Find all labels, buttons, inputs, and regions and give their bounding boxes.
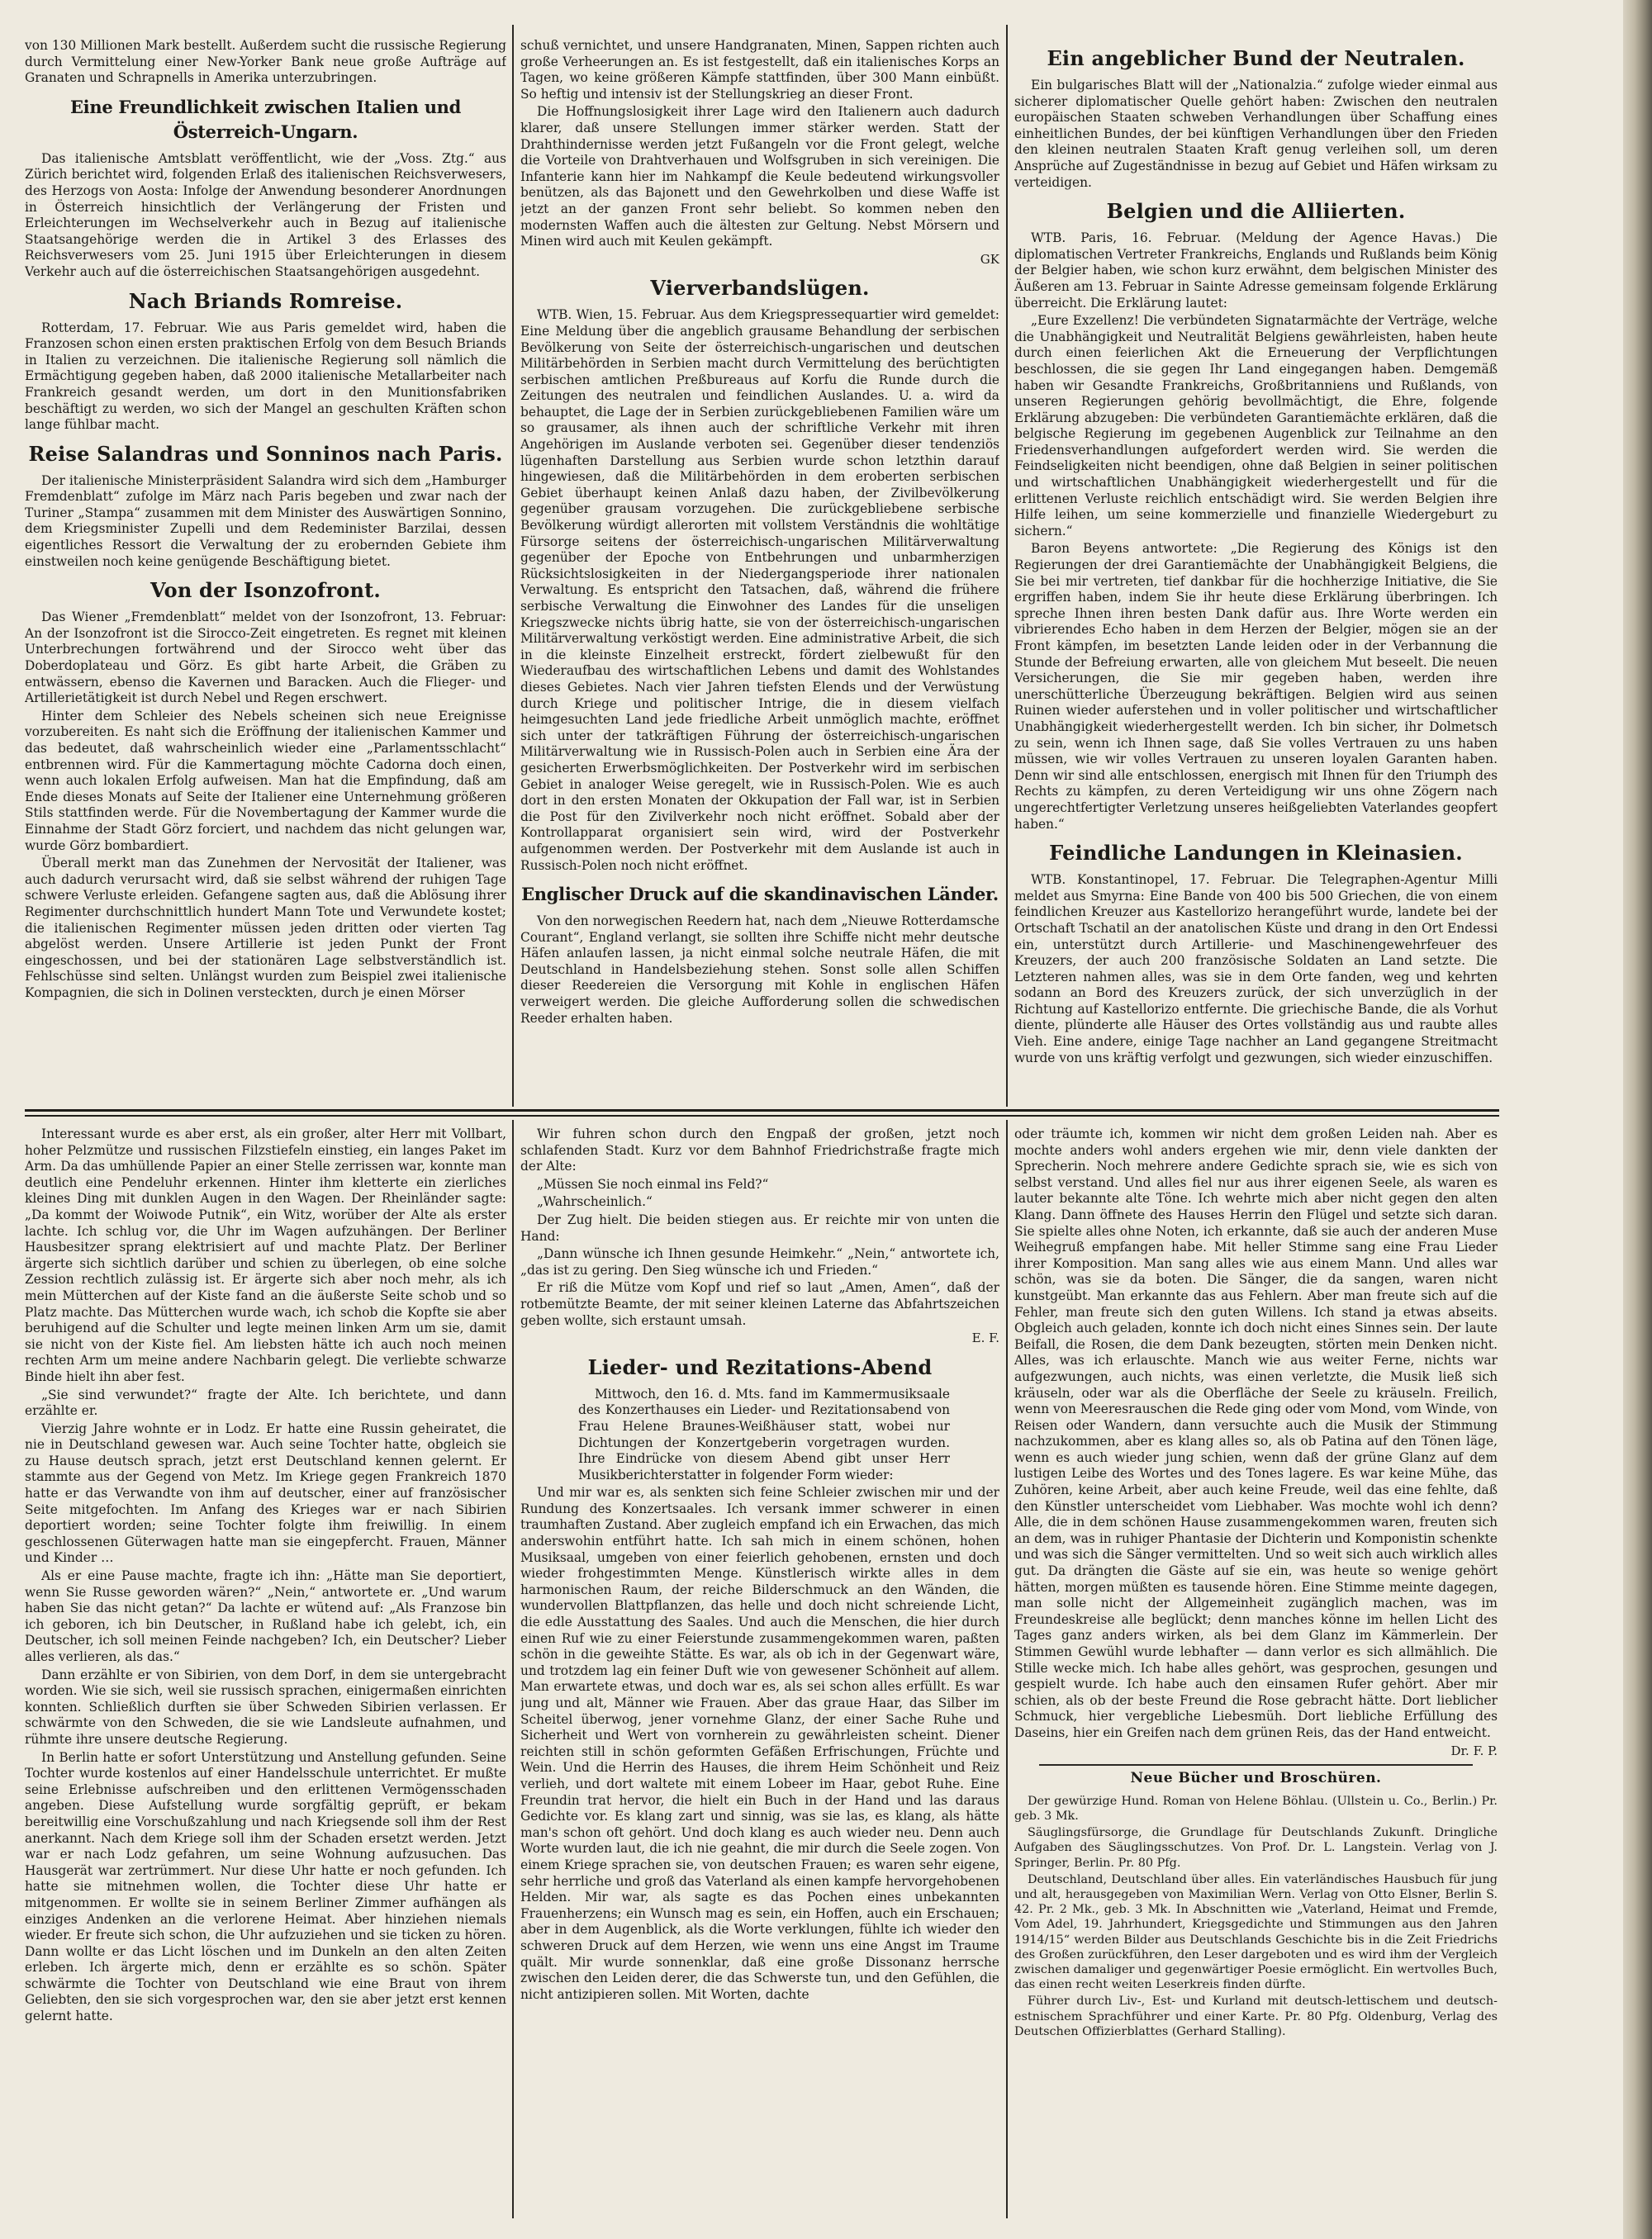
article-paragraph: Hinter dem Schleier des Nebels scheinen sich neue Ereignisse vorzubereiten. Es naht sich die Eröffnung der italienischen Kammer und das bedeutet, daß wahrscheinlich wieder eine „Parlamentsschlacht“ entbrennen wird. Für die Kammertagung möchte Cadorna doch einen, wenn auch lokalen Erfolg aufweisen. Man hat die Empfindung, daß am Ende dieses Monats auf Seite der Italiener eine Unternehmung größeren Stils stattfinden werde. Für die Novembertagung der Kammer wurde die Einnahme der Stadt Görz forciert, und nachdem das nicht gelungen war, wurde Görz bombardiert.	[25, 708, 506, 853]
feuilleton-paragraph: Vierzig Jahre wohnte er in Lodz. Er hatte eine Russin geheiratet, die nie in Deutschland gewesen war. Auch seine Tochter hatte, obgleich sie zu Hause deutsch sprach, jetzt erst Deutschland kennen gelernt. Er stammte aus der Gegend von Metz. Im Kriege gegen Frankreich 1870 hatte er das Verwandte von ihm auf deutscher, einer auf französischer Seite mitgefochten. Im Anfang des Krieges war er nach Sibirien deportiert worden; seine Tochter folgte ihm freiwillig. In einem geschlossenen Güterwagen hatte man sie eingepfercht. Frauen, Männer und Kinder …	[25, 1421, 506, 1566]
signature: E. F.	[971, 1331, 999, 1346]
feuilleton-column-2	[520, 1127, 999, 2217]
headline-vierverband: Vierverbandslügen.	[650, 276, 870, 301]
feuilleton-paragraph: Wir fuhren schon durch den Engpaß der großen, jetzt noch schlafenden Stadt. Kurz vor dem Bahnhof Friedrichstraße fragte mich der Alte:	[520, 1127, 999, 1174]
feuilleton-paragraph: Und mir war es, als senkten sich feine Schleier zwischen mir und der Rundung des Konzertsaales. Ich versank immer schwerer in einen traumhaften Zustand. Aber zugleich empfand ich ein Erwachen, das mich anderswohin entführt hatte. Ich sah mich in einem schönen, hohen Musiksaal, umgeben von einer feierlich gehobenen, ernsten und doch wieder frohgestimmten Menge. Künstlerisch wirkte alles in dem harmonischen Raum, der reiche Bilderschmuck an den Wänden, die wundervollen Blattpflanzen, das helle und doch nicht schreiende Licht, die edle Ausstattung des Saales. Und auch die Menschen, die hier durch einen Ruf wie zu einer Feierstunde zusammengekommen waren, paßten schön in die geweihte Stätte. Es war, als ob ich in der Gegenwart wäre, und trotzdem lag ein feiner Duft wie von gewesener Schönheit auf allem. Man erwartete etwas, und doch war es, als sei schon alles erfüllt. Es war jung und alt, Männer wie Frauen. Aber das graue Haar, das Silber im Scheitel überwog, jener vornehme Glanz, der einer Sache Ruhe und Sicherheit und Wert von vornherein zu gewährleisten scheint. Diener reichten still in schön geformten Gefäßen Erfrischungen, Früchte und Wein. Und die Herrin des Hauses, die ihrem Heim Schönheit und Reiz verlieh, und dort waltete mit einem Lobeer im Haar, gebot Ruhe. Eine Freundin trat hervor, die hielt ein Buch in der Hand und las daraus Gedichte vor. Es klang zart und sinnig, was sie las, es klang, als hätte man's schon oft gehört. Und doch klang es auch wieder neu. Denn auch Worte wurden laut, die ich nie geahnt, die mir durch die Seele zogen. Von einem Kriege sprachen sie, von deutschen Frauen; es waren sehr eigene, sehr herrliche und groß das Vaterland als einen kampfe hervorgehobenen Helden. Mir war, als sagte es das Pochen eines unbekannten Frauenherzens; ein Wunsch mag es sein, ein Hoffen, auch ein Erschauen; aber in dem Augenblick, als die Worte verklungen, fühlte ich wieder den schweren Druck auf dem Herzen, wie wenn uns eine Angst im Traume quält. Mir wurde sonnenklar, daß eine große Dissonanz herrsche zwischen den Leiden derer, die das Schwerste tun, und den Gefühlen, die nicht antizipieren sollen. Mit Worten, dachte	[520, 1485, 999, 2002]
book-entry: Führer durch Liv-, Est- und Kurland mit deutsch-lettischem und deutsch-estnischem Sprachführer und einer Karte. Pr. 80 Pfg. Oldenburg, Verlag des Deutschen Offizierblattes (Gerhard Stalling).	[1014, 1995, 1498, 2038]
book-entry: Säuglingsfürsorge, die Grundlage für Deutschlands Zukunft. Dringliche Aufgaben des Säuglingsschutzes. Von Prof. Dr. L. Langstein. Verlag von J. Springer, Berlin. Pr. 80 Pfg.	[1014, 1826, 1498, 1870]
column-rule	[1006, 25, 1008, 1107]
headline-englischer-druck: Englischer Druck auf die skandinavischen Länder.	[521, 884, 999, 905]
article-paragraph: „Eure Exzellenz! Die verbündeten Signatarmächte der Verträge, welche die Unabhängigkeit und Neutralität Belgiens gewährleisten, haben heute durch einen feierlichen Akt die Erneuerung der Verpflichtungen beschlossen, die sie gegen Ihr Land eingegangen haben. Demgemäß haben wir Gesandte Frankreichs, Großbritanniens und Rußlands, von unseren Regierungen gehörig bevollmächtigt, die Ehre, folgende Erklärung abzugeben: Die verbündeten Garantiemächte erklären, daß die belgische Regierung im gegebenen Augenblick zur Teilnahme an den Friedensverhandlungen aufgefordert werden wird. Sie werden die Feindseligkeiten nicht beendigen, ohne daß Belgien in seiner politischen und wirtschaftlichen Unabhängigkeit wiederhergestellt und für die erlittenen Verluste reichlich entschädigt wird. Sie werden Belgien ihre Hilfe leihen, um seine kommerzielle und finanzielle Wiedergeburt zu sichern.“	[1014, 313, 1498, 538]
books-section-title: Neue Bücher und Broschüren.	[1130, 1770, 1382, 1787]
article-paragraph: Die Hoffnungslosigkeit ihrer Lage wird den Italienern auch dadurch klarer, daß unsere Stellungen immer stärker werden. Statt der Drahthindernisse werden jetzt Fußangeln vor die Front gelegt, welche die Vorteile von Drahtverhauen und Wolfsgruben in sich vereinigen. Die Infanterie kann hier im Nahkampf die Keule bedeutend wirkungsvoller benützen, als das Bajonett und den Gewehrkolben und diese Waffe ist jetzt an der ganzen Front sehr beliebt. So kommen neben den modernsten Waffen auch die ältesten zur Geltung. Nebst Mörsern und Minen wird auch mit Keulen gekämpft.	[520, 104, 999, 249]
feuilleton-column-1	[25, 1127, 506, 2217]
article-paragraph: Baron Beyens antwortete: „Die Regierung des Königs ist den Regierungen der drei Garantiemächte der Unabhängigkeit Belgiens, die Sie bei mir vertreten, tief dankbar für die hochherzige Initiative, die Sie ergriffen haben, indem Sie ihr heute diese Erklärung überbringen. Ich spreche Ihnen ihren besten Dank dafür aus. Ihre Worte werden ein vibrierendes Echo haben in dem Herzen der Belgier, mögen sie an der Front kämpfen, im besetzten Lande leiden oder in der Verbannung die Stunde der Befreiung erwarten, alle von gleichem Mut beseelt. Die neuen Versicherungen, die Sie mir gegeben haben, werden ihre unerschütterliche Überzeugung bekräftigen. Belgien wird aus seinen Ruinen wieder auferstehen und in voller politischer und wirtschaftlicher Unabhängigkeit wiederhergestellt werden. Ich bin sicher, ihr Dolmetsch zu sein, wenn ich Ihnen sage, daß Sie volles Vertrauen zu uns haben müssen, wie wir volles Vertrauen zu unseren loyalen Garanten haben. Denn wir sind alle entschlossen, energisch mit Ihnen für den Triumph des Rechts zu kämpfen, zu deren Verteidigung wir uns ohne Zögern nach ungerechtfertigter Verletzung unseres heißgeliebten Vaterlandes geopfert haben.“	[1014, 541, 1498, 832]
feuilleton-paragraph: „Wahrscheinlich.“	[537, 1194, 653, 1210]
headline-liederabend: Lieder- und Rezitations-Abend	[587, 1354, 933, 1379]
book-entry: Deutschland, Deutschland über alles. Ein vaterländisches Hausbuch für jung und alt, herausgegeben von Maximilian Wern. Verlag von Otto Elsner, Berlin S. 42. Pr. 2 Mk., geb. 3 Mk. In Abschnitten wie „Vaterland, Heimat und Fremde, Vom Adel, 19. Jahrhundert, Kriegsgedichte und Stimmungen aus den Jahren 1914/15“ werden Bilder aus Deutschlands Geschichte bis in die Zeit Friedrichs des Großen zurückführen, den Leser dargeboten und es wird ihm der Vergleich zwischen damaliger und gegenwärtiger Poesie ermöglicht. Ein wertvolles Buch, das einen recht weiten Leserkreis finden dürfte.	[1014, 1872, 1498, 1992]
signature: Dr. F. P.	[1450, 1743, 1498, 1758]
article-paragraph: Von den norwegischen Reedern hat, nach dem „Nieuwe Rotterdamsche Courant“, England verlangt, sie sollten ihre Schiffe nicht mehr deutsche Häfen anlaufen lassen, ja nicht einmal solche neutrale Häfen, die mit Deutschland in Handelsbeziehung stehen. Sonst solle allen Schiffen dieser Reedereien die Versorgung mit Kohle in englischen Häfen verweigert werden. Die gleiche Aufforderung sollen die schwedischen Reeder erhalten haben.	[520, 913, 999, 1026]
feuilleton-paragraph: Er riß die Mütze vom Kopf und rief so laut „Amen, Amen“, daß der rotbemützte Beamte, der mit seiner kleinen Laterne das Abfahrtszeichen geben wollte, sich erstaunt umsah.	[520, 1280, 999, 1328]
column-2	[520, 38, 999, 1099]
feuilleton-paragraph: Interessant wurde es aber erst, als ein großer, alter Herr mit Vollbart, hoher Pelzmütze und russischen Filzstiefeln einstieg, ein langes Paket im Arm. Da das umhüllende Papier an einer Stelle zerrissen war, konnte man deutlich eine Pendeluhr erkennen. Hinter ihm kletterte ein zierliches kleines Ding mit dunklen Augen in den Wagen. Der Rheinländer sagte: „Da kommt der Woiwode Putnik“, ein Witz, worüber der Alte als erster lachte. Ich schlug vor, die Uhr im Wagen aufzuhängen. Der Berliner Hausbesitzer sprang elektrisiert auf und machte Platz. Der Berliner ärgerte sich sichtlich darüber und schien zu überlegen, ob eine solche Zession rechtlich zulässig ist. Er ärgerte sich aber noch mehr, als ich mein Mütterchen auf der Kiste fand an die äußerste Seite schob und so Platz machte. Das Mütterchen wurde wach, ich schob die Kopfte sie aber beruhigend auf die Schulter und legte meinen linken Arm um sie, damit sie nicht von der Kiste fiel. Am liebsten hätte ich auch noch meinen rechten Arm um meine andere Nachbarin gelegt. Die verliebte schwarze Binde hielt ihn aber fest.	[25, 1127, 506, 1384]
headline-salandra: Reise Salandras und Sonninos nach Paris.	[28, 441, 503, 466]
section-rule	[1039, 1764, 1473, 1766]
headline-italien-oesterreich: Eine Freundlichkeit zwischen Italien und Österreich-Ungarn.	[69, 96, 462, 142]
feuilleton-paragraph: „Dann wünsche ich Ihnen gesunde Heimkehr.“ „Nein,“ antwortete ich, „das ist zu gering. Den Sieg wünsche ich und Frieden.“	[520, 1246, 999, 1278]
column-3	[1014, 38, 1498, 1099]
article-paragraph: WTB. Konstantinopel, 17. Februar. Die Telegraphen-Agentur Milli meldet aus Smyrna: Eine Bande von 400 bis 500 Griechen, die von einem feindlichen Kreuzer aus Kastellorizo herangeführt wurde, landete bei der Ortschaft Tschatil an der anatolischen Küste und drang in den Ort Endessi ein, unterstützt durch Artillerie- und Maschinengewehrfeuer des Kreuzers, der auch 200 französische Soldaten an Land setzte. Die Letzteren nahmen alles, was sie in dem Orte fanden, weg und kehrten sodann an Bord des Kreuzers zurück, der sich unverzüglich in der Richtung auf Kastellorizo entfernte. Die griechische Bande, die als Vorhut diente, plünderte alle Häuser des Ortes vollständig aus und raubte alles Vieh. Eine andere, einige Tage nachher an Land gegangene Streitmacht wurde von uns kräftig verfolgt und gezwungen, sich wieder einzuschiffen.	[1014, 872, 1498, 1065]
headline-isonzofront: Von der Isonzofront.	[150, 578, 381, 603]
intro-paragraph: von 130 Millionen Mark bestellt. Außerdem sucht die russische Regierung durch Vermittelung einer New-Yorker Bank neue große Aufträge auf Granaten und Schrapnells in Amerika unterzubringen.	[25, 38, 506, 86]
article-paragraph: Das Wiener „Fremdenblatt“ meldet von der Isonzofront, 13. Februar: An der Isonzofront ist die Sirocco-Zeit eingetreten. Es regnet mit kleinen Unterbrechungen fortwährend und der Sirocco weht über das Doberdoplateau und Görz. Es gibt harte Arbeit, die Gräben zu entwässern, ebenso die Kavernen und Baracken. Auch die Flieger- und Artillerietätigkeit ist durch Nebel und Regen erschwert.	[25, 610, 506, 706]
books-list	[1014, 1794, 1498, 2039]
signature: GK	[980, 251, 999, 267]
article-paragraph: Überall merkt man das Zunehmen der Nervosität der Italiener, was auch dadurch verursacht wird, daß sie selbst während der ruhigen Tage schwere Verluste erleiden. Gefangene sagten aus, daß die Ablösung ihrer Regimenter durchschnittlich hundert Mann Tote und Verwundete kostet; die italienischen Regimenter müssen jeden dritten oder vierten Tag abgelöst werden. Unsere Artillerie ist jeden Punkt der Front eingeschossen, und bei der stationären Lage selbstverständlich ist. Fehlschüsse sind selten. Unlängst wurden zum Beispiel zwei italienische Kompagnien, die sich in Dolinen versteckten, durch je einen Mörser	[25, 856, 506, 1000]
feuilleton-paragraph: In Berlin hatte er sofort Unterstützung und Anstellung gefunden. Seine Tochter wurde kostenlos auf einer Handelsschule unterrichtet. Er mußte seine Erlebnisse aufschreiben und den erlittenen Vermögensschaden angeben. Diese Aufstellung wurde sorgfältig geprüft, er bekam bereitwillig eine Vorschußzahlung und nach Kriegsende soll ihm der Rest anerkannt. Nach dem Kriege soll ihm der Schaden ersetzt werden. Jetzt war er nach Lodz gefahren, um seine Wohnung aufzusuchen. Das Hausgerät war zertrümmert. Nur diese Uhr hatte er noch gefunden. Ich hatte sie mitnehmen wollen, die Tochter diese Uhr hatte er mitgenommen. Er wollte sie in seinem Berliner Zimmer aufhängen als einziges Andenken an die verlorene Heimat. Aber hinziehen niemals wieder. Er freute sich schon, die Uhr aufzuziehen und sie ticken zu hören. Dann wollte er das Licht löschen und im Dunkeln an den alten Zeiten erleben. Ich ärgerte mich, denn er erzählte es so schön. Später schwärmte die Tochter von Deutschland wie eine Braut von ihrem Geliebten, den sie sich vorgesprochen war, den sie aber jetzt erst kennen gelernt hatte.	[25, 1749, 506, 2024]
headline-bund-neutralen: Ein angeblicher Bund der Neutralen.	[1047, 46, 1465, 70]
feuilleton-paragraph: „Sie sind verwundet?“ fragte der Alte. Ich berichtete, und dann erzählte er.	[25, 1387, 506, 1419]
feuilleton-rule	[25, 1115, 1499, 1117]
column-rule	[512, 25, 514, 1107]
article-paragraph: Ein bulgarisches Blatt will der „Nationalzia.“ zufolge wieder einmal aus sicherer diplomatischer Quelle gehört haben: Zwischen den neutralen europäischen Staaten schweben Verhandlungen über Schaffung eines einheitlichen Bundes, der bei künftigen Verhandlungen über den Frieden den kleinen neutralen Staaten Kraft genug verleihen soll, um deren Ansprüche auf Zugeständnisse in bezug auf Gebiet und Häfen wirksam zu verteidigen.	[1014, 78, 1498, 190]
feuilleton-paragraph: Dann erzählte er von Sibirien, von dem Dorf, in dem sie untergebracht worden. Wie sie sich, weil sie russisch sprachen, einigermaßen einrichten konnten. Schließlich durften sie über Schweden Sibirien verlassen. Er schwärmte von den Schweden, die sie wie Landsleute aufnahmen, und rühmte ihre unsere deutsche Regierung.	[25, 1667, 506, 1747]
feuilleton-paragraph: oder träumte ich, kommen wir nicht dem großen Leiden nah. Aber es mochte anders wohl anders ergehen wie mir, denn viele dankten der Sprecherin. Noch mehrere andere Gedichte sprach sie, wie es sich von selbst verstand. Und alles fiel nur aus ihrer eigenen Seele, als waren es lauter bekannte alte Töne. Ich wehrte mich aber nicht gegen den alten Klang. Dann öffnete des Hauses Herrin den Flügel und setzte sich daran. Sie spielte alles ohne Noten, ich erkannte, daß sie auch der anderen Muse Weihegruß empfangen habe. Mit heller Stimme sang eine Frau Lieder ihrer Komposition. Man sang alles wie aus einem Mann. Und alles war schön, was sie da boten. Die Sänger, die da sangen, waren nicht kunstgeübt. Man erkannte das aus Fehlern. Aber man freute sich auf die Fehler, man freute sich den guten Willens. Ich stand ja etwas abseits. Obgleich auch geladen, konnte ich doch nicht eines Sinnes sein. Der laute Beifall, die Rosen, die dem Dank bezeugten, störten mein Denken nicht. Alles, was ich erlauschte. Manch wie aus weiter Ferne, nichts war aufgezwungen, auch nichts, was einen verletzte, die Musik ließ sich kräuseln, oder war als die Oberfläche der Seele zu kräuseln. Freilich, wenn von Meeresrauschen die Rede ging oder vom Mond, vom Winde, von Reisen oder Wandern, dann versuchte auch die Musik der Stimmung nachzukommen, aber es klang alles so, als ob Patina auf den Tönen läge, wenn es auch wieder jung schien, wenn daß der grüne Glanz auf dem lustigen Leibe des Wortes und des Tones lagere. Es war keine Mühe, das Zuhören, keine Arbeit, aber auch keine Freude, weil das eine fehlte, daß den Künstler unterscheidet vom Liebhaber. Was mochte wohl ich denn? Alle, die in dem schönen Hause zusammengekommen waren, freuten sich an dem, was in ruhiger Phantasie der Dichterin und Komponistin schenkte und was sich die Sänger vermittelten. Und so weit sich auch wirklich alles gut. Da drängten die Gäste auf sie ein, was heute so wenige gehört hätten, morgen müßten es tausende hören. Eine Stimme meinte dagegen, man solle nicht der Allgemeinheit zugänglich machen, was im Freundeskreise alle beglückt; denn manches könne im hellen Licht des Tages ganz anders wirken, als bei dem Glanz im Kämmerlein. Der Stimmen Gewühl wurde lebhafter — dann verlor es sich allmählich. Die Stille wecke mich. Ich habe alles gehört, was gesprochen, gesungen und gespielt wurde. Ich habe auch den einsamen Rufer gehört. Aber mir schien, als ob der beste Freund die Rose gebracht hätte. Dort lieblicher Schmuck, hier vergebliche Liebesmüh. Dort liebliche Erfüllung des Daseins, hier ein Greifen nach dem grünen Reis, das der Hand entweicht.	[1014, 1127, 1498, 1740]
article-paragraph: Das italienische Amtsblatt veröffentlicht, wie der „Voss. Ztg.“ aus Zürich berichtet wird, folgenden Erlaß des italienischen Reichsverwesers, des Herzogs von Aosta: Infolge der Anwendung besonderer Anordnungen in Österreich hinsichtlich der Verlängerung der Fristen und Erleichterungen im Wechselverkehr auch in Bezug auf italienische Staatsangehörige werden die in Artikel 3 des Erlasses des Reichsverwesers vom 25. Juni 1915 über Erleichterungen in diesem Verkehr auch auf die österreichischen Staatsangehörigen ausgedehnt.	[25, 150, 506, 279]
column-rule	[1006, 1120, 1008, 2218]
feuilleton-column-3	[1014, 1127, 1498, 2217]
notice-paragraph: Mittwoch, den 16. d. Mts. fand im Kammermusiksaale des Konzerthauses ein Lieder- und Rezitationsabend von Frau Helene Braunes-Weißhäuser statt, wobei nur Dichtungen der Konzertgeberin vorgetragen wurden. Ihre Eindrücke von diesem Abend gibt unser Herr Musikberichterstatter in folgender Form wieder:	[578, 1386, 950, 1482]
article-paragraph: Rotterdam, 17. Februar. Wie aus Paris gemeldet wird, haben die Franzosen schon einen ersten praktischen Erfolg von dem Besuch Briands in Italien zu verzeichnen. Die italienische Regierung soll nämlich die Ermächtigung gegeben haben, daß 2000 italienische Metallarbeiter nach Frankreich gesandt werden, um dort in den Munitionsfabriken beschäftigt zu werden, wo sich der Mangel an geschulten Kräften schon lange fühlbar macht.	[25, 320, 506, 433]
feuilleton-paragraph: Als er eine Pause machte, fragte ich ihn: „Hätte man Sie deportiert, wenn Sie Russe geworden wären?“ „Nein,“ antwortete er. „Und warum haben Sie das nicht getan?“ Da lachte er wütend auf: „Als Franzose bin ich geboren, ich bin Deutscher, in Rußland habe ich gelebt, ich, ein Deutscher, ich soll meinen Feinde nachgeben? Ich, ein Deutscher? Lieber alles verlieren, als das.“	[25, 1568, 506, 1664]
column-1	[25, 38, 506, 1099]
headline-belgien: Belgien und die Alliierten.	[1106, 199, 1406, 224]
article-paragraph: schuß vernichtet, und unsere Handgranaten, Minen, Sappen richten auch große Verheerungen an. Es ist festgestellt, daß ein italienisches Korps an Tagen, wo keine größeren Kämpfe stattfinden, über 300 Mann einbüßt. So heftig und intensiv ist der Stellungskrieg an dieser Front.	[520, 38, 999, 102]
feuilleton-paragraph: „Müssen Sie noch einmal ins Feld?“	[537, 1176, 769, 1192]
article-paragraph: WTB. Wien, 15. Februar. Aus dem Kriegspressequartier wird gemeldet: Eine Meldung über die angeblich grausame Behandlung der serbischen Bevölkerung von Seite der österreichisch-ungarischen und deutschen Militärbehörden in Serbien macht durch Vermittelung des berüchtigten serbischen amtlichen Preßbureaus auf Korfu die Runde durch die Zeitungen des neutralen und feindlichen Auslandes. U. a. wird da behauptet, die Lage der in Serbien zurückgebliebenen Familien wäre um so grausamer, als ihnen auch der schriftliche Verkehr mit ihren Angehörigen im Auslande verboten sei. Gegenüber dieser tendenziös lügenhaften Darstellung aus Serbien wurde schon letzthin darauf hingewiesen, daß die Militärbehörden in dem eroberten serbischen Gebiet überhaupt keinen Anlaß dazu haben, der Zivilbevölkerung gegenüber grausam vorzugehen. Die zurückgebliebene serbische Bevölkerung würdigt allerorten mit vollstem Verständnis die wohltätige Fürsorge seitens der österreichisch-ungarischen Militärverwaltung gegenüber der Epoche von Entbehrungen und unbarmherzigen Rücksichtslosigkeiten in der Niedergangsperiode ihrer nationalen Verwaltung. Es entspricht den Tatsachen, daß, während die frühere serbische Verwaltung die Einwohner des Landes für die unseligen Kriegszwecke nichts übrig hatte, sie von der österreichisch-ungarischen Militärverwaltung verköstigt werden. Eine administrative Arbeit, die sich in die kleinste Einzelheit erstreckt, fördert zielbewußt für den Wiederaufbau des wirtschaftlichen Lebens und damit des Wohlstandes dieses Gebietes. Nach vier Jahren tiefsten Elends und der Verwüstung durch Kriege und politischer Intrige, die in diesem vielfach heimgesuchten Land jede friedliche Arbeit unmöglich machte, eröffnet sich unter der tatkräftigen Führung der österreichisch-ungarischen Militärverwaltung wie in Russisch-Polen auch in Serbien eine Ära der gesicherten Erwerbsmöglichkeiten. Der Postverkehr wird im serbischen Gebiet in analoger Weise geregelt, wie in Russisch-Polen. Wie es auch dort in den ersten Monaten der Okkupation der Fall war, ist in Serbien die Post für den Zivilverkehr noch nicht eröffnet. Sobald aber der Kontrollapparat organisiert sein wird, wird der Postverkehr aufgenommen werden. Der Postverkehr mit dem Auslande ist auch in Russisch-Polen noch nicht eröffnet.	[520, 307, 999, 873]
article-paragraph: WTB. Paris, 16. Februar. (Meldung der Agence Havas.) Die diplomatischen Vertreter Frankreichs, Englands und Rußlands beim König der Belgier haben, wie schon kurz erwähnt, dem belgischen Minister des Äußeren am 13. Februar in Sainte Adresse gemeinsam folgende Erklärung überreicht. Die Erklärung lautet:	[1014, 230, 1498, 311]
article-paragraph: Der italienische Ministerpräsident Salandra wird sich dem „Hamburger Fremdenblatt“ zufolge im März nach Paris begeben und zwar nach der Turiner „Stampa“ zusammen mit dem Minister des Auswärtigen Sonnino, dem Kriegsminister Zupelli und dem Redeminister Barzilai, dessen eigentliches Ressort die Verwaltung der zu erobernden Gebiete ihm einstweilen noch keine genügende Beschäftigung bietet.	[25, 472, 506, 569]
column-rule	[512, 1120, 514, 2218]
feuilleton-rule	[25, 1109, 1499, 1112]
page-binding-edge	[1623, 0, 1652, 2239]
headline-briand: Nach Briands Romreise.	[128, 288, 403, 313]
headline-kleinasien: Feindliche Landungen in Kleinasien.	[1049, 841, 1463, 866]
book-entry: Der gewürzige Hund. Roman von Helene Böhlau. (Ullstein u. Co., Berlin.) Pr. geb. 3 Mk.	[1014, 1794, 1498, 1823]
feuilleton-paragraph: Der Zug hielt. Die beiden stiegen aus. Er reichte mir von unten die Hand:	[520, 1212, 999, 1244]
